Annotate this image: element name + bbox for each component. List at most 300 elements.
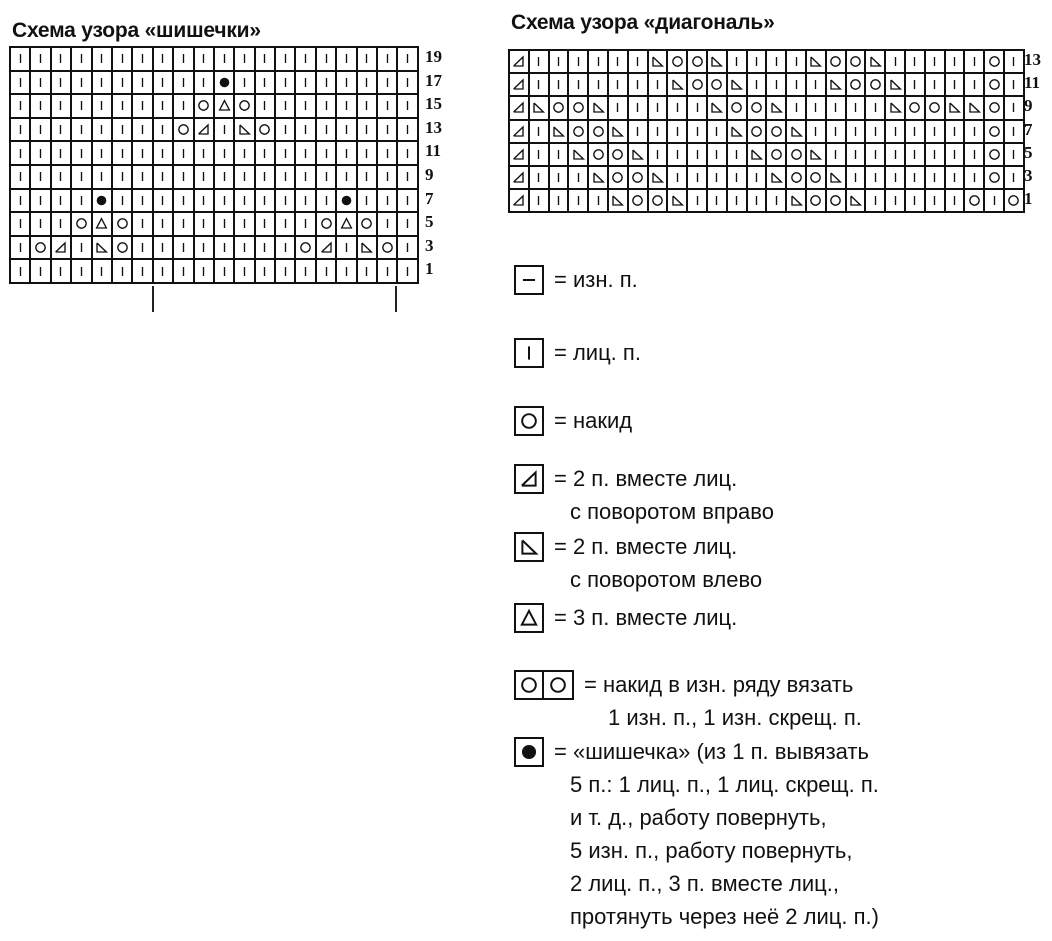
legend-line: = 2 п. вместе лиц. [554,534,738,559]
stitch-cell-k2tog-left [609,190,629,213]
stitch-cell-knit [195,48,215,72]
stitch-cell-knit [256,213,276,237]
stitch-cell-knit [398,95,418,119]
stitch-cell-knit [11,72,31,96]
stitch-cell-knit [847,97,867,120]
stitch-cell-knit [398,213,418,237]
stitch-cell-knit [337,119,357,143]
stitch-cell-k2tog-left [668,190,688,213]
stitch-cell-knit [296,260,316,284]
stitch-cell-knit [649,121,669,144]
stitch-cell-knit [154,142,174,166]
pattern-chart-bobbles [9,46,419,284]
stitch-cell-knit [807,74,827,97]
stitch-cell-knit [276,95,296,119]
legend-symbol-bobble-icon [514,737,544,767]
stitch-cell-knit [589,190,609,213]
stitch-cell-yarn-over [1005,190,1025,213]
stitch-cell-knit [358,166,378,190]
stitch-cell-k3tog [93,213,113,237]
stitch-cell-knit [926,167,946,190]
stitch-cell-knit [866,97,886,120]
stitch-cell-yarn-over [807,190,827,213]
stitch-cell-knit [906,167,926,190]
stitch-cell-knit [358,190,378,214]
row-number: 5 [425,212,434,232]
row-number: 9 [425,165,434,184]
stitch-cell-knit [569,167,589,190]
stitch-cell-yarn-over [358,213,378,237]
stitch-cell-k2tog-left [787,121,807,144]
stitch-cell-knit [31,119,51,143]
stitch-cell-knit [946,74,966,97]
stitch-cell-knit [52,72,72,96]
stitch-cell-k2tog-left [629,144,649,167]
legend-line: = «шишечка» (из 1 п. вывязать [554,739,869,764]
stitch-cell-k2tog-left [589,97,609,120]
legend-symbol-yarn-over-icon [514,406,544,436]
stitch-cell-k2tog-left [649,51,669,74]
stitch-cell-yarn-over [748,121,768,144]
stitch-cell-k2tog-left [550,121,570,144]
stitch-cell-yarn-over [688,51,708,74]
stitch-cell-knit [133,72,153,96]
stitch-cell-yarn-over [985,97,1005,120]
stitch-cell-knit [195,72,215,96]
stitch-cell-knit [629,97,649,120]
stitch-cell-knit [668,121,688,144]
stitch-cell-knit [886,144,906,167]
stitch-cell-knit [52,119,72,143]
chart-title-left: Схема узора «шишечки» [12,19,261,42]
stitch-cell-knit [688,97,708,120]
stitch-cell-k3tog [337,213,357,237]
stitch-cell-knit [609,74,629,97]
stitch-cell-knit [629,121,649,144]
stitch-cell-knit [906,190,926,213]
legend-line: 5 изн. п., работу повернуть, [570,838,853,863]
row-number: 7 [1024,119,1033,139]
stitch-cell-knit [847,121,867,144]
stitch-cell-yarn-over [296,237,316,261]
legend-line: = накид в изн. ряду вязать [584,672,854,697]
stitch-cell-knit [748,190,768,213]
legend-entry-yarn-over [514,670,862,734]
stitch-cell-knit [530,121,550,144]
stitch-cell-knit [133,95,153,119]
stitch-cell-yarn-over [827,190,847,213]
legend-description [554,404,632,437]
stitch-cell-k2tog-left [767,97,787,120]
stitch-cell-knit [398,48,418,72]
stitch-cell-knit [113,260,133,284]
stitch-cell-knit [787,97,807,120]
stitch-cell-knit [748,74,768,97]
stitch-cell-knit [52,166,72,190]
stitch-cell-knit [317,166,337,190]
stitch-cell-knit [72,95,92,119]
stitch-cell-knit [296,72,316,96]
stitch-cell-knit [378,48,398,72]
stitch-cell-knit [589,51,609,74]
stitch-cell-knit [378,142,398,166]
legend-line: с поворотом вправо [570,499,774,524]
legend-description [554,336,641,369]
stitch-cell-knit [256,95,276,119]
legend-line: с поворотом влево [570,567,763,592]
legend-entry-k2tog-left [514,532,762,596]
stitch-cell-knit [256,48,276,72]
stitch-cell-yarn-over [807,167,827,190]
stitch-cell-knit [256,190,276,214]
stitch-cell-knit [93,142,113,166]
stitch-cell-knit [1005,121,1025,144]
stitch-cell-k2tog-left [847,190,867,213]
stitch-cell-knit [296,119,316,143]
stitch-cell-knit [906,121,926,144]
stitch-cell-knit [93,95,113,119]
stitch-cell-knit [113,48,133,72]
stitch-cell-knit [569,74,589,97]
stitch-cell-k2tog-left [589,167,609,190]
stitch-cell-knit [866,144,886,167]
stitch-cell-yarn-over [708,74,728,97]
legend-description [554,530,762,596]
stitch-cell-knit [195,237,215,261]
stitch-cell-knit [31,142,51,166]
legend-description [554,263,638,296]
stitch-cell-yarn-over [550,97,570,120]
stitch-cell-knit [827,97,847,120]
stitch-cell-k2tog-left [569,144,589,167]
legend-symbol-k2tog-right-icon [514,464,544,494]
stitch-cell-knit [767,74,787,97]
stitch-cell-yarn-over [113,213,133,237]
legend-line: = лиц. п. [554,340,641,365]
stitch-cell-knit [688,144,708,167]
stitch-cell-k2tog-right [510,144,530,167]
stitch-cell-knit [550,51,570,74]
legend-entry-bobble [514,737,879,933]
stitch-cell-k2tog-right [510,97,530,120]
stitch-cell-knit [926,74,946,97]
row-number: 9 [1024,96,1033,116]
stitch-cell-knit [133,213,153,237]
stitch-cell-knit [337,260,357,284]
legend-symbol-yarn-over-icon [514,670,544,700]
stitch-cell-k2tog-left [748,144,768,167]
stitch-cell-k3tog [215,95,235,119]
stitch-cell-k2tog-left [708,97,728,120]
stitch-cell-knit [787,74,807,97]
legend-line: протянуть через неё 2 лиц. п.) [570,904,879,929]
stitch-cell-knit [195,260,215,284]
stitch-cell-yarn-over [787,167,807,190]
stitch-cell-k2tog-left [866,51,886,74]
stitch-cell-knit [668,167,688,190]
stitch-cell-knit [276,190,296,214]
stitch-cell-knit [378,119,398,143]
stitch-cell-knit [569,51,589,74]
stitch-cell-yarn-over [629,190,649,213]
legend-symbol-k3tog-icon [514,603,544,633]
legend-entry-knit [514,338,641,369]
stitch-cell-knit [72,142,92,166]
stitch-cell-knit [296,190,316,214]
stitch-cell-k2tog-right [510,51,530,74]
row-number: 5 [1024,142,1033,162]
stitch-cell-knit [215,119,235,143]
stitch-cell-knit [398,119,418,143]
stitch-cell-yarn-over [569,97,589,120]
stitch-cell-yarn-over [906,97,926,120]
stitch-cell-knit [11,190,31,214]
legend-line: = накид [554,408,633,433]
stitch-cell-knit [235,48,255,72]
stitch-cell-knit [569,190,589,213]
stitch-cell-k2tog-left [358,237,378,261]
legend-line: = 3 п. вместе лиц. [554,605,738,630]
row-number: 3 [1024,166,1033,185]
legend-entry-yarn-over [514,406,632,437]
row-number: 13 [425,117,442,137]
row-number: 7 [425,188,434,208]
stitch-cell-knit [235,72,255,96]
stitch-cell-yarn-over [985,144,1005,167]
stitch-cell-knit [113,142,133,166]
stitch-cell-yarn-over [748,97,768,120]
stitch-cell-yarn-over [569,121,589,144]
stitch-cell-k2tog-right [510,190,530,213]
stitch-cell-yarn-over [235,95,255,119]
stitch-cell-knit [235,190,255,214]
stitch-cell-knit [358,119,378,143]
stitch-cell-k2tog-right [195,119,215,143]
stitch-cell-knit [688,190,708,213]
stitch-cell-knit [827,144,847,167]
stitch-cell-knit [317,119,337,143]
stitch-cell-knit [748,51,768,74]
legend-line: = изн. п. [554,267,638,292]
stitch-cell-knit [965,167,985,190]
stitch-cell-knit [215,166,235,190]
stitch-cell-knit [649,97,669,120]
stitch-cell-knit [11,48,31,72]
stitch-cell-knit [133,119,153,143]
stitch-cell-knit [668,144,688,167]
stitch-cell-knit [113,119,133,143]
stitch-cell-knit [276,142,296,166]
stitch-cell-knit [31,260,51,284]
stitch-cell-yarn-over [649,190,669,213]
stitch-cell-knit [886,121,906,144]
row-number: 15 [425,94,442,114]
stitch-cell-bobble [337,190,357,214]
stitch-cell-knit [728,144,748,167]
stitch-cell-knit [276,119,296,143]
stitch-cell-k2tog-left [827,167,847,190]
stitch-cell-knit [946,190,966,213]
stitch-cell-knit [133,166,153,190]
stitch-cell-knit [113,190,133,214]
stitch-cell-knit [11,166,31,190]
stitch-cell-knit [52,190,72,214]
stitch-cell-knit [133,190,153,214]
stitch-cell-yarn-over [609,144,629,167]
stitch-cell-knit [866,121,886,144]
stitch-cell-knit [378,166,398,190]
stitch-cell-knit [886,167,906,190]
row-number: 17 [425,70,442,90]
stitch-cell-knit [609,97,629,120]
stitch-cell-k2tog-left [668,74,688,97]
stitch-cell-knit [154,190,174,214]
stitch-cell-yarn-over [195,95,215,119]
stitch-cell-knit [256,72,276,96]
stitch-cell-yarn-over [728,97,748,120]
stitch-cell-knit [1005,74,1025,97]
stitch-cell-knit [31,213,51,237]
legend-description [554,601,737,634]
stitch-cell-knit [317,142,337,166]
stitch-cell-knit [337,48,357,72]
stitch-cell-knit [550,144,570,167]
stitch-cell-knit [154,260,174,284]
repeat-marker-right [395,286,397,312]
stitch-cell-k2tog-left [767,167,787,190]
stitch-cell-knit [11,260,31,284]
stitch-cell-knit [31,166,51,190]
stitch-cell-yarn-over [965,190,985,213]
stitch-cell-knit [748,167,768,190]
stitch-cell-knit [276,237,296,261]
stitch-cell-knit [337,237,357,261]
stitch-cell-knit [550,167,570,190]
stitch-cell-knit [530,190,550,213]
stitch-cell-knit [154,213,174,237]
stitch-cell-knit [1005,97,1025,120]
stitch-cell-knit [708,190,728,213]
stitch-cell-k2tog-right [317,237,337,261]
stitch-cell-knit [154,119,174,143]
stitch-cell-knit [235,213,255,237]
stitch-cell-yarn-over [174,119,194,143]
stitch-cell-knit [926,190,946,213]
stitch-cell-k2tog-right [510,167,530,190]
stitch-cell-knit [31,95,51,119]
row-number: 13 [1024,50,1041,69]
stitch-cell-knit [550,190,570,213]
stitch-cell-knit [296,48,316,72]
stitch-cell-knit [847,144,867,167]
stitch-cell-knit [629,51,649,74]
stitch-cell-knit [847,167,867,190]
row-number: 11 [425,141,442,161]
legend-symbol-yarn-over-icon [544,670,574,700]
chart-title-right: Схема узора «диагональ» [511,11,775,34]
stitch-cell-knit [906,144,926,167]
stitch-cell-knit [378,72,398,96]
stitch-cell-knit [195,190,215,214]
stitch-cell-knit [398,237,418,261]
stitch-cell-knit [708,121,728,144]
stitch-cell-knit [93,72,113,96]
stitch-cell-yarn-over [985,74,1005,97]
stitch-cell-knit [154,166,174,190]
legend-entry-k2tog-right [514,464,774,528]
stitch-cell-knit [276,213,296,237]
stitch-cell-yarn-over [113,237,133,261]
stitch-cell-knit [276,260,296,284]
stitch-cell-k2tog-left [609,121,629,144]
stitch-cell-yarn-over [787,144,807,167]
stitch-cell-knit [31,48,51,72]
row-number: 3 [425,235,434,255]
stitch-cell-knit [93,48,113,72]
stitch-cell-knit [985,190,1005,213]
stitch-cell-knit [296,166,316,190]
stitch-cell-knit [174,237,194,261]
legend-line: 2 лиц. п., 3 п. вместе лиц., [570,871,839,896]
stitch-cell-knit [807,121,827,144]
stitch-cell-knit [767,190,787,213]
stitch-cell-k2tog-left [649,167,669,190]
stitch-cell-yarn-over [847,74,867,97]
stitch-cell-knit [215,260,235,284]
stitch-cell-knit [174,95,194,119]
stitch-cell-bobble [93,190,113,214]
stitch-cell-knit [946,144,966,167]
stitch-cell-knit [688,167,708,190]
stitch-cell-knit [113,72,133,96]
stitch-cell-knit [767,51,787,74]
stitch-cell-yarn-over [688,74,708,97]
stitch-cell-knit [276,166,296,190]
stitch-cell-k2tog-right [510,121,530,144]
stitch-cell-knit [215,48,235,72]
stitch-cell-knit [530,51,550,74]
stitch-cell-yarn-over [827,51,847,74]
stitch-cell-knit [337,72,357,96]
stitch-cell-knit [72,119,92,143]
stitch-cell-knit [358,260,378,284]
stitch-cell-knit [276,48,296,72]
stitch-cell-knit [728,190,748,213]
stitch-cell-knit [215,213,235,237]
stitch-cell-knit [52,260,72,284]
stitch-cell-knit [174,166,194,190]
stitch-cell-knit [1005,51,1025,74]
stitch-cell-knit [72,260,92,284]
stitch-cell-knit [550,74,570,97]
stitch-cell-knit [906,51,926,74]
stitch-cell-knit [133,142,153,166]
stitch-cell-yarn-over [317,213,337,237]
stitch-cell-knit [296,142,316,166]
stitch-cell-yarn-over [589,144,609,167]
legend-symbol-purl-icon [514,265,544,295]
stitch-cell-yarn-over [767,121,787,144]
stitch-cell-yarn-over [985,167,1005,190]
stitch-cell-knit [530,74,550,97]
stitch-cell-knit [52,95,72,119]
stitch-cell-knit [317,190,337,214]
stitch-cell-yarn-over [985,51,1005,74]
row-number: 1 [1024,189,1033,209]
stitch-cell-k2tog-left [530,97,550,120]
stitch-cell-knit [926,51,946,74]
stitch-cell-knit [72,72,92,96]
